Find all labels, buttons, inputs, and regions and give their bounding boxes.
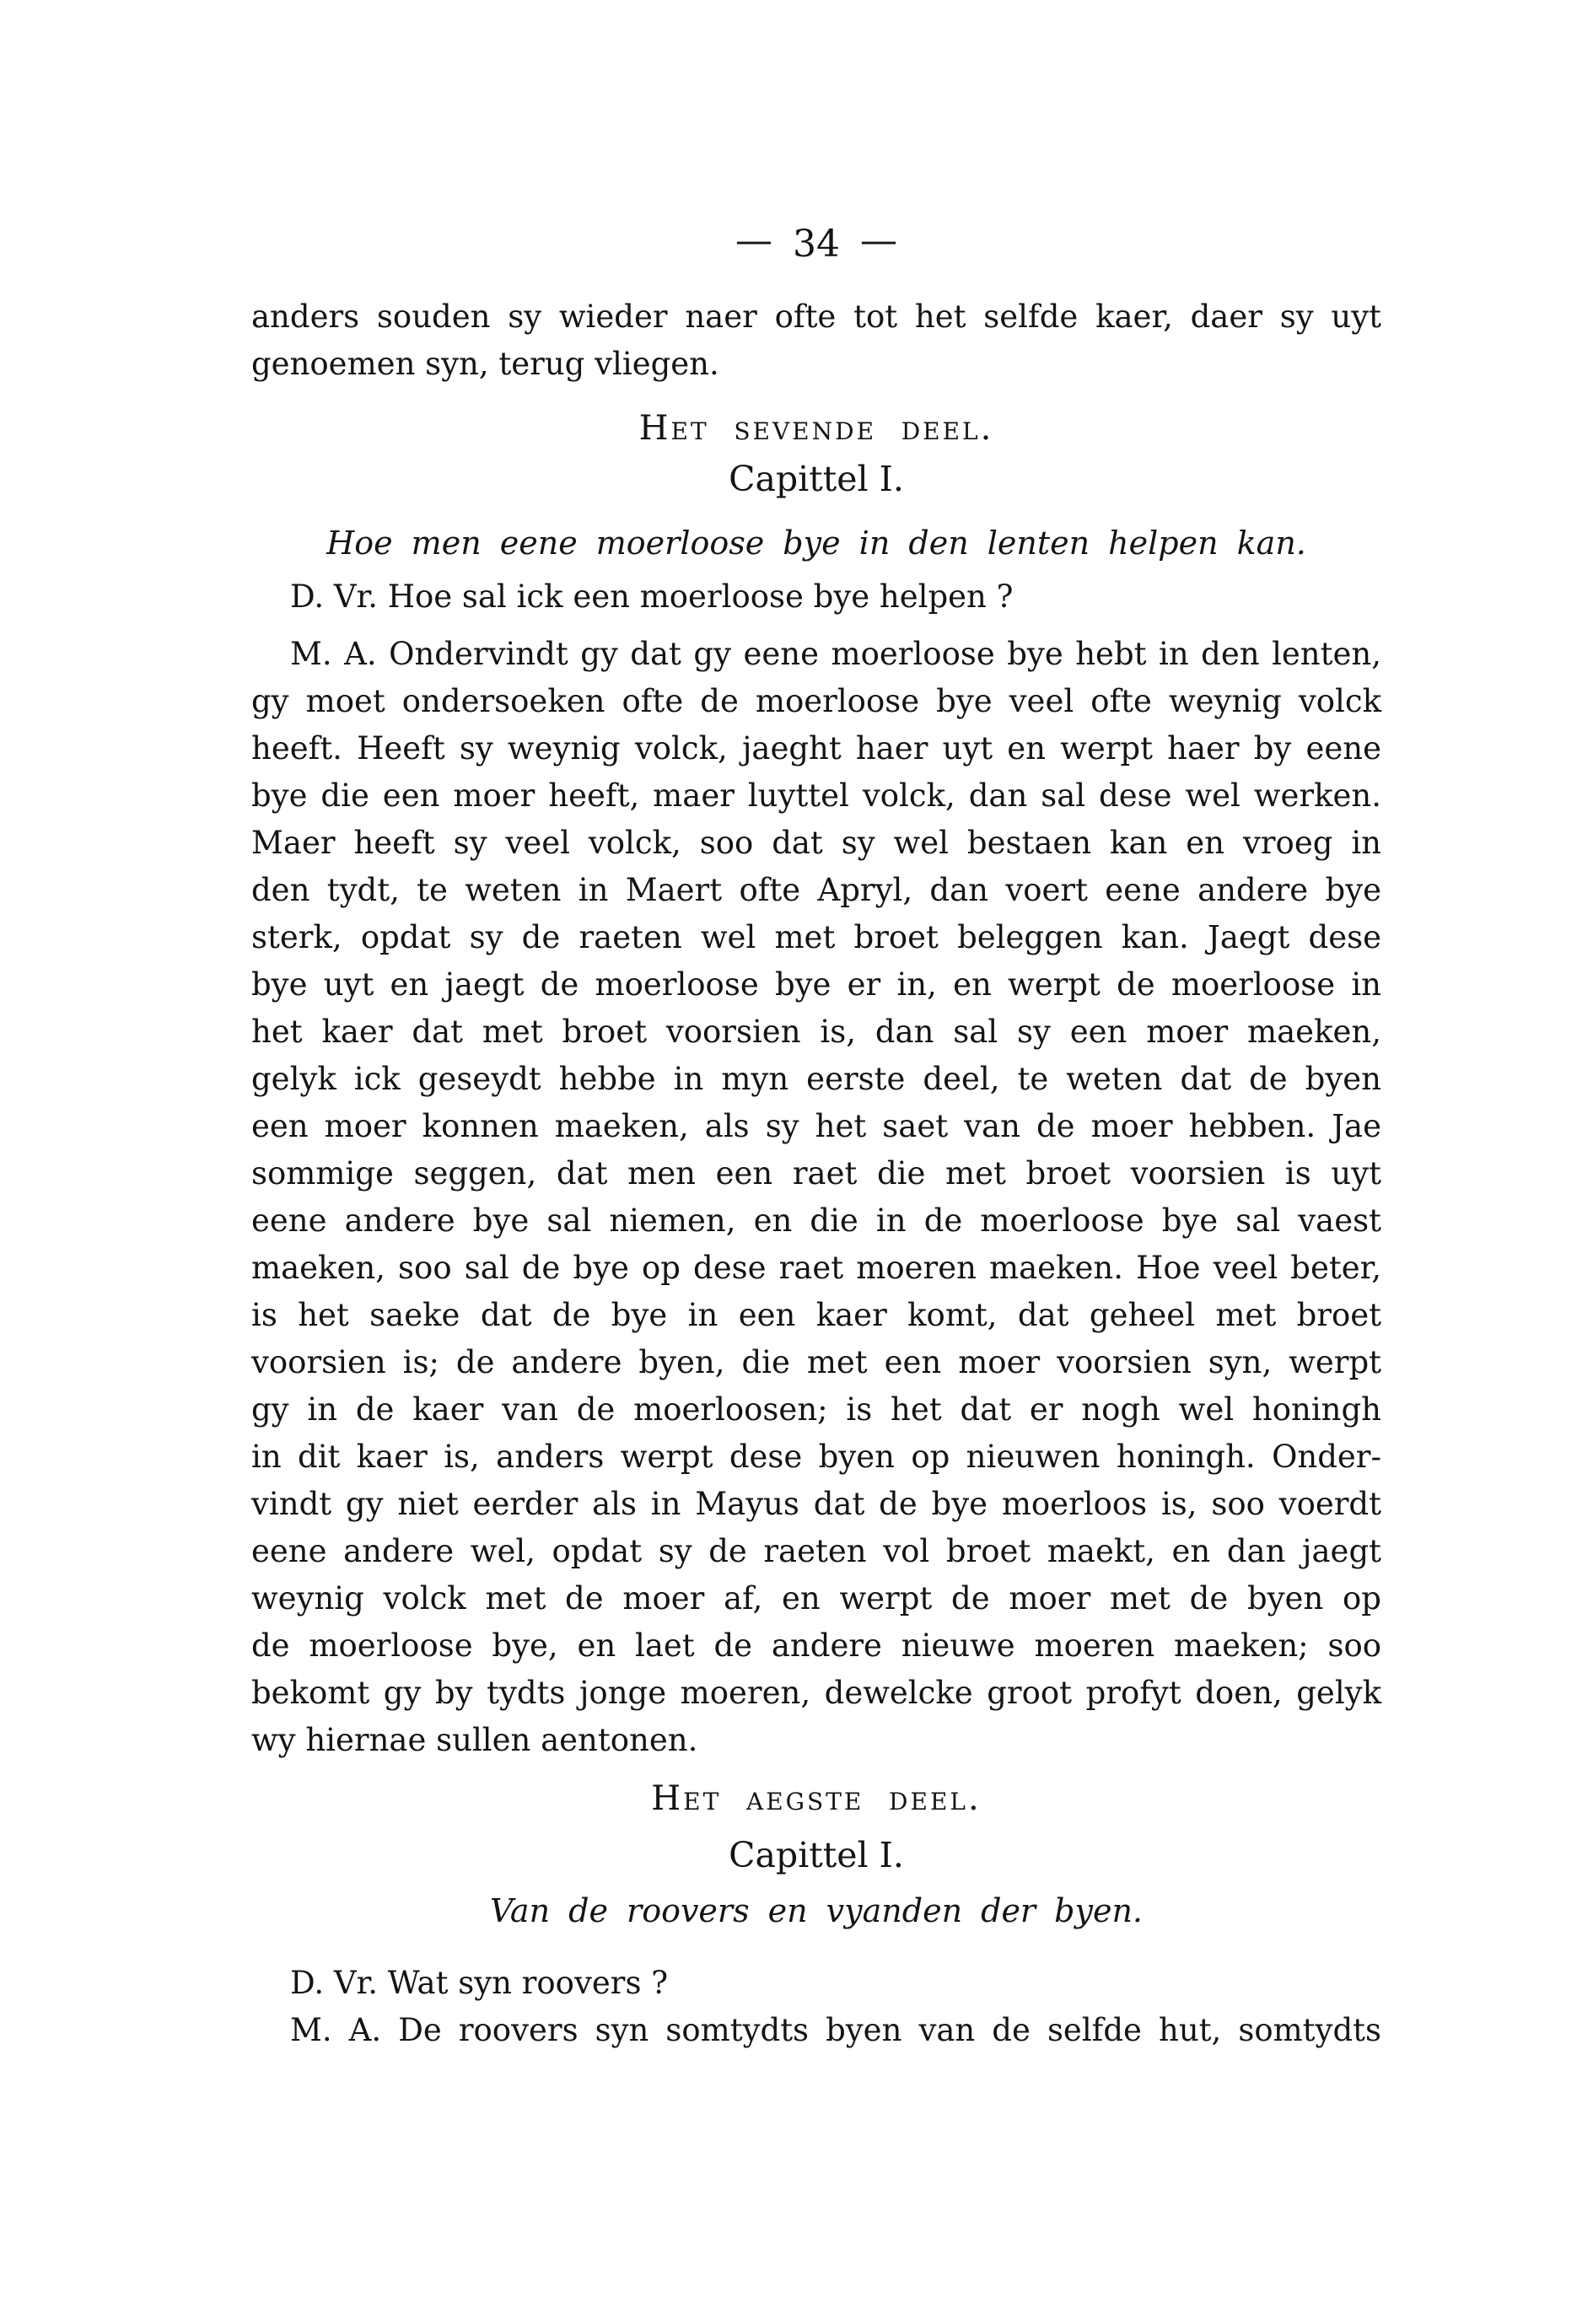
body-line: eene andere wel, opdat sy de raeten vol broet maekt, en dan jaegt (251, 1533, 1381, 1569)
intro-line: anders souden sy wieder naer ofte tot het selfde kaer, daer sy uyt (251, 299, 1381, 335)
header-dash-right: — (860, 219, 897, 262)
body-line: gy moet ondersoeken ofte de moerloose bye veel ofte weynig volck (251, 683, 1381, 719)
body-line: weynig volck met de moer af, en werpt de moer met de byen op (251, 1580, 1381, 1617)
body-line: Maer heeft sy veel volck, soo dat sy wel bestaen kan en vroeg in (251, 825, 1381, 861)
body-line: vindt gy niet eerder als in Mayus dat de bye moerloos is, soo voerdt (251, 1486, 1381, 1522)
header-dash-left: — (735, 219, 772, 262)
page-header (251, 0, 1381, 268)
body-line: is het saeke dat de bye in een kaer komt, dat geheel met broet (251, 1297, 1381, 1333)
answer-paragraph (251, 631, 1381, 1764)
body-line: maeken, soo sal de bye op dese raet moeren maeken. Hoe veel beter, (251, 1250, 1381, 1286)
body-line: een moer konnen maeken, als sy het saet van de moer hebben. Jae (251, 1108, 1381, 1144)
chapter-heading-capittel-1: Capittel I. (729, 1835, 904, 1875)
intro-line: genoemen syn, terug vliegen. (251, 346, 719, 382)
part-heading-aegste-deel: Het aegste deel. (651, 1779, 982, 1818)
body-line: de moerloose bye, en laet de andere nieuwe moeren maeken; soo (251, 1627, 1381, 1664)
body-line: wy hiernae sullen aentonen. (251, 1722, 698, 1758)
text-column (251, 0, 1381, 2054)
chapter-title-roovers: Van de roovers en vyanden der byen. (489, 1892, 1144, 1929)
body-line: M. A. De roovers syn somtydts byen van de selfde hut, somtydts (290, 2012, 1381, 2048)
body-line: M. A. Ondervindt gy dat gy eene moerloose bye hebt in den lenten, (290, 636, 1381, 672)
page-number: 34 (793, 223, 840, 266)
body-line: gelyk ick geseydt hebbe in myn eerste deel, te weten dat de byen (251, 1061, 1381, 1097)
body-line: bye uyt en jaegt de moerloose bye er in, en werpt de moerloose in (251, 966, 1381, 1003)
body-line: eene andere bye sal niemen, en die in de moerloose bye sal vaest (251, 1202, 1381, 1239)
chapter-title-moerloose-bye: Hoe men eene moerloose bye in den lenten helpen kan. (326, 525, 1306, 562)
body-line: voorsien is; de andere byen, die met een moer voorsien syn, werpt (251, 1344, 1381, 1380)
answer-paragraph (251, 2007, 1381, 2054)
body-line: heeft. Heeft sy weynig volck, jaeght haer uyt en werpt haer by eene (251, 730, 1381, 767)
question-line: D. Vr. Hoe sal ick een moerloose bye helpen ? (290, 578, 1014, 615)
chapter-heading-capittel-1: Capittel I. (729, 459, 904, 499)
part-heading-sevende-deel: Het sevende deel. (638, 409, 994, 448)
body-line: gy in de kaer van de moerloosen; is het dat er nogh wel honingh (251, 1391, 1381, 1428)
body-line: bye die een moer heeft, maer luyttel volck, dan sal dese wel werken. (251, 777, 1381, 814)
body-line: sommige seggen, dat men een raet die met broet voorsien is uyt (251, 1155, 1381, 1192)
body-line: sterk, opdat sy de raeten wel met broet beleggen kan. Jaegt dese (251, 919, 1381, 955)
question-line: D. Vr. Wat syn roovers ? (290, 1965, 669, 2001)
intro-paragraph (251, 293, 1381, 388)
body-line: den tydt, te weten in Maert ofte Apryl, dan voert eene andere bye (251, 872, 1381, 908)
body-line: in dit kaer is, anders werpt dese byen op nieuwen honingh. Onder- (251, 1439, 1381, 1475)
body-line: bekomt gy by tydts jonge moeren, dewelcke groot profyt doen, gelyk (251, 1675, 1381, 1711)
body-line: het kaer dat met broet voorsien is, dan sal sy een moer maeken, (251, 1014, 1381, 1050)
